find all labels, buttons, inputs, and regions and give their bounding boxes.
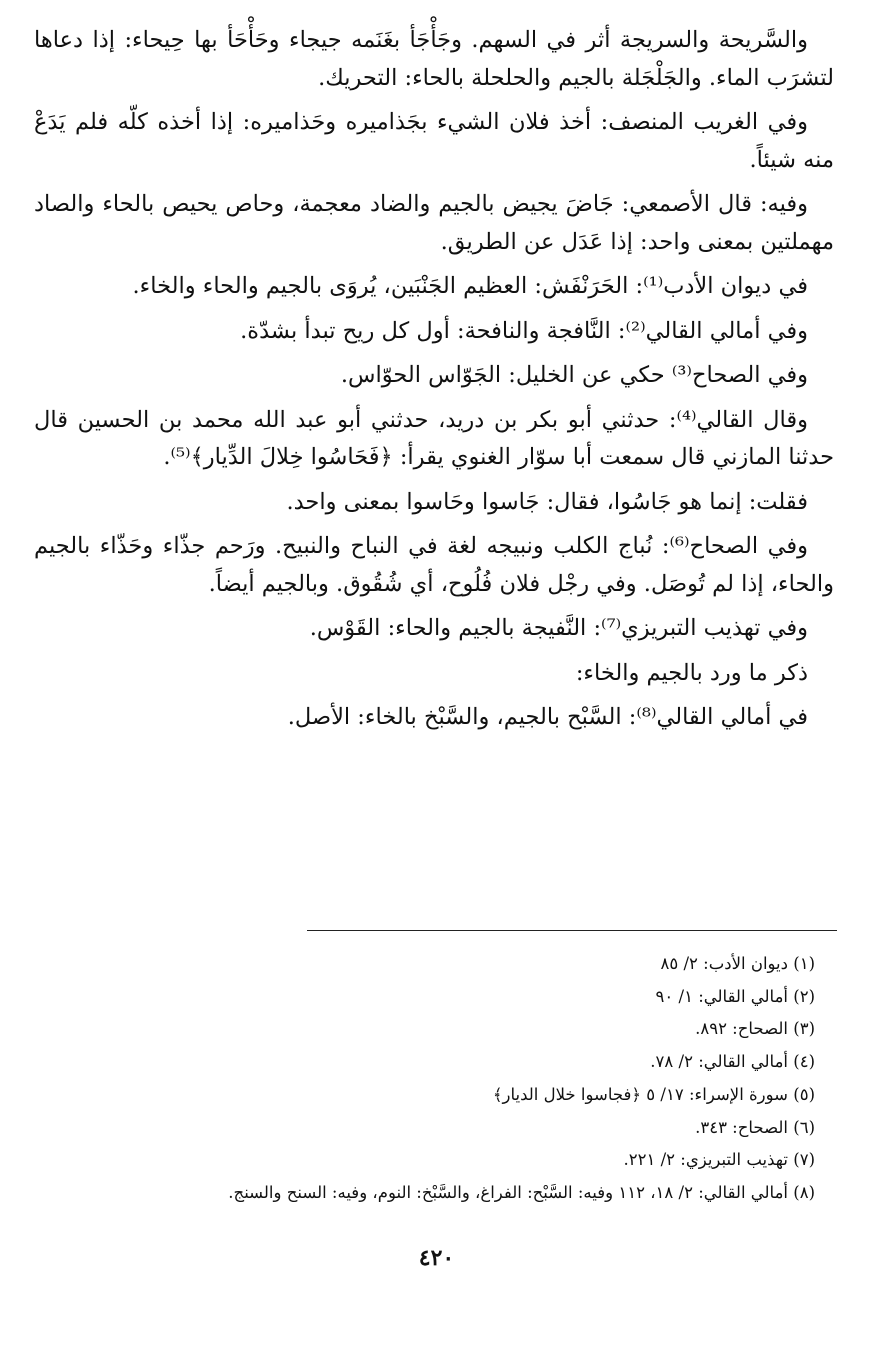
paragraph: وقال القالي⁽⁴⁾: حدثني أبو بكر بن دريد، حدثني أبو عبد الله محمد بن الحسين قال حدثنا المازني قال سمعت أبا سوّار الغنوي يقرأ: ﴿فَحَاسُوا خِلالَ الدِّيار﴾⁽⁵⁾. — [34, 406, 834, 470]
footnote: (٧) تهذيب التبريزي: ٢/ ٢٢١. — [623, 1150, 815, 1170]
paragraph: وفي تهذيب التبريزي⁽⁷⁾: النَّفيجة بالجيم والحاء: القَوْس. — [309, 615, 808, 641]
paragraph: وفي الغريب المنصف: أخذ فلان الشيء بجَذاميره وحَذاميره: إذا أخذه كلّه فلم يَدَعْ منه شيئاً. — [34, 109, 834, 173]
footnotes — [95, 948, 815, 1210]
footnote-separator — [307, 930, 837, 931]
footnote: (٥) سورة الإسراء: ١٧/ ٥ ﴿فجاسوا خلال الديار﴾ — [492, 1084, 815, 1104]
paragraph: في ديوان الأدب⁽¹⁾: الحَرَنْفَش: العظيم الجَنْبَين، يُروَى بالجيم والحاء والخاء. — [132, 273, 808, 299]
page-number: ٤٢٠ — [418, 1245, 455, 1271]
paragraph: في أمالي القالي⁽⁸⁾: السَّبْح بالجيم، والسَّبْخ بالخاء: الأصل. — [287, 704, 808, 730]
paragraph: وفيه: قال الأصمعي: جَاضَ يجيض بالجيم والضاد معجمة، وحاص يحيص بالحاء والصاد مهملتين بمعنى واحد: إذا عَدَل عن الطريق. — [34, 191, 834, 255]
footnote: (٣) الصحاح: ٨٩٢. — [695, 1019, 815, 1039]
footnote: (١) ديوان الأدب: ٢/ ٨٥ — [660, 954, 815, 973]
footnote: (٤) أمالي القالي: ٢/ ٧٨. — [650, 1052, 815, 1072]
paragraph: وفي الصحاح⁽⁶⁾: نُباج الكلب ونبيجه لغة في النباح والنبيح. ورَحم جذّاء وحَذّاء بالجيم والحاء، إذا لم تُوصَل. وفي رجْل فلان فُلُوح، أي شُقُوق. وبالجيم أيضاً. — [34, 533, 834, 597]
paragraph: والسَّريحة والسريجة أثر في السهم. وجَأْجَأ بغَنَمه جيجاء وحَأْحَأ بها حِيحاء: إذا دعاها لتشرَب الماء. والجَلْجَلة بالجيم والحلحلة بالحاء: التحريك. — [34, 27, 834, 91]
footnote: (٢) أمالي القالي: ١/ ٩٠ — [655, 986, 815, 1006]
main-text — [34, 22, 834, 744]
paragraph: وفي الصحاح⁽³⁾ حكي عن الخليل: الجَوّاس الحوّاس. — [340, 362, 808, 388]
section-heading: ذكر ما ورد بالجيم والخاء: — [575, 659, 808, 686]
paragraph: وفي أمالي القالي⁽²⁾: النَّافجة والنافحة: أول كل ريح تبدأ بشدّة. — [240, 317, 808, 344]
paragraph: فقلت: إنما هو جَاسُوا، فقال: جَاسوا وحَاسوا بمعنى واحد. — [286, 488, 808, 515]
footnote: (٦) الصحاح: ٣٤٣. — [695, 1117, 815, 1137]
footnote: (٨) أمالي القالي: ٢/ ١٨، ١١٢ وفيه: السَّبْح: الفراغ، والسَّبْخ: النوم، وفيه: السنح والسنج. — [228, 1182, 815, 1202]
